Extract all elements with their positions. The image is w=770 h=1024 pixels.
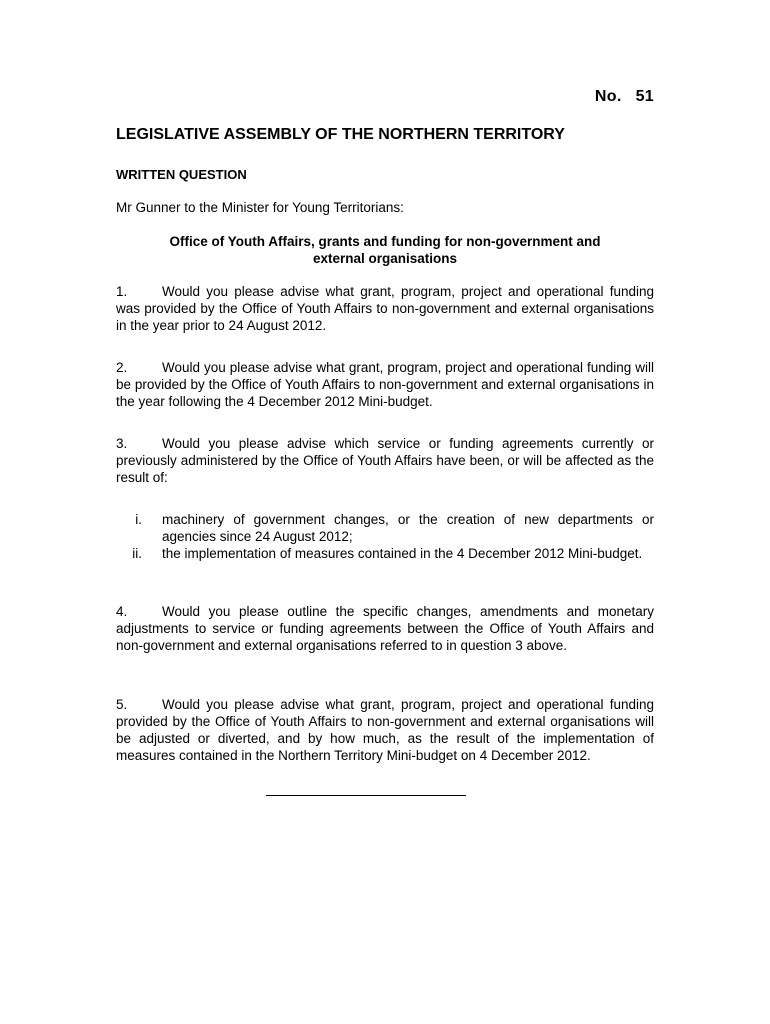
sublist-item-ii-number: ii. xyxy=(132,546,142,561)
question-number xyxy=(595,88,654,106)
question-4-number: 4. xyxy=(116,604,128,619)
question-2 xyxy=(116,359,654,410)
question-3-text: Would you please advise which service or funding agreements currently or previously administered by the Office of Youth Affairs have been, or will be affected as the result of: xyxy=(116,436,654,485)
question-3 xyxy=(116,435,654,486)
question-5-text: Would you please advise what grant, program, project and operational funding provided by the Office of Youth Affairs to non-government and external organisations will be adjusted or diverted, and by how much, as the result of the implementation of measures contained in the Northern Territory Mini-budget on 4 December 2012. xyxy=(116,697,654,763)
question-4-text: Would you please outline the specific changes, amendments and monetary adjustments to service or funding agreements between the Office of Youth Affairs and non-government and external organisations referred to in question 3 above. xyxy=(116,604,654,653)
question-1 xyxy=(116,283,654,334)
document-type: WRITTEN QUESTION xyxy=(116,167,247,182)
question-3-number: 3. xyxy=(116,436,128,451)
sublist-item-ii-text: the implementation of measures contained in the 4 December 2012 Mini-budget. xyxy=(162,546,643,561)
question-intro: Mr Gunner to the Minister for Young Territorians: xyxy=(116,200,404,215)
sublist-item-i xyxy=(116,511,654,545)
question-1-text: Would you please advise what grant, program, project and operational funding was provided by the Office of Youth Affairs to non-government and external organisations in the year prior to 24 August 2012. xyxy=(116,284,654,333)
question-3-sublist xyxy=(116,511,654,562)
sublist-item-i-number: i. xyxy=(135,512,142,527)
question-4 xyxy=(116,603,654,654)
sublist-item-i-text: machinery of government changes, or the creation of new departments or agencies since 24 August 2012; xyxy=(162,512,654,544)
question-5-number: 5. xyxy=(116,697,128,712)
assembly-heading: LEGISLATIVE ASSEMBLY OF THE NORTHERN TERRITORY xyxy=(116,126,565,143)
subject-line-1: Office of Youth Affairs, grants and funding for non-government and xyxy=(169,234,601,249)
question-subject xyxy=(116,233,654,267)
subject-line-2: external organisations xyxy=(312,251,458,266)
question-5 xyxy=(116,696,654,764)
end-rule xyxy=(266,795,466,796)
sublist-item-ii xyxy=(116,545,654,562)
question-2-text: Would you please advise what grant, program, project and operational funding will be provided by the Office of Youth Affairs to non-government and external organisations in the year following the 4 December 2012 Mini-budget. xyxy=(116,360,654,409)
question-number-label: No. xyxy=(594,88,622,105)
question-1-number: 1. xyxy=(116,284,128,299)
question-number-value: 51 xyxy=(635,88,654,105)
question-2-number: 2. xyxy=(116,360,128,375)
